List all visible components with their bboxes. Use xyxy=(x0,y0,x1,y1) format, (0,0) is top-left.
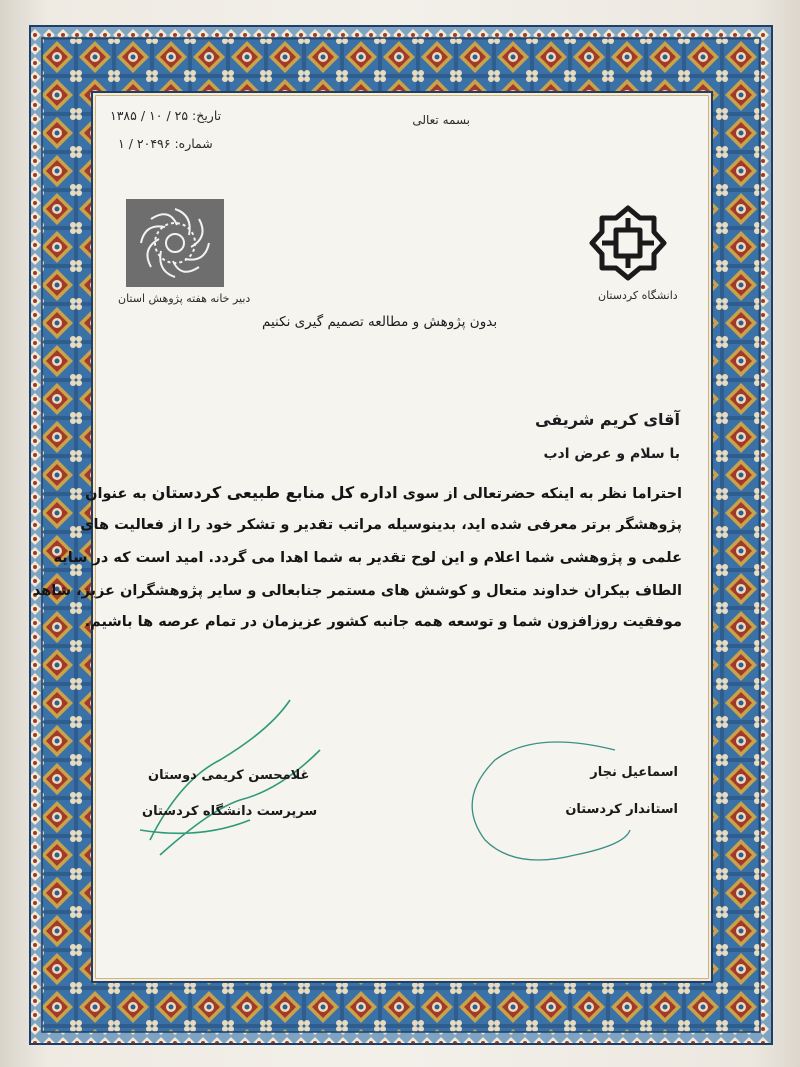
left-logo-caption: دبیر خانه هفته پژوهش استان xyxy=(118,292,251,305)
body-line-2: پژوهشگر برتر معرفی شده اید، بدینوسیله مراتب تقدیر و تشکر خود را از فعالیت های xyxy=(80,517,682,533)
right-signature-icon xyxy=(455,720,675,870)
motto-text: بدون پژوهش و مطالعه تصمیم گیری نکنیم xyxy=(262,314,498,330)
invocation-text: بسمه تعالی xyxy=(412,113,470,127)
body-line-4: الطاف بیکران خداوند متعال و کوشش های مستمر جنابعالی و سایر پژوهشگران عزیز، شاهد xyxy=(32,583,682,599)
organization-name: اداره کل منابع طبیعی کردستان xyxy=(151,483,398,502)
number-line: شماره: ۲۰۴۹۶ / ۱ xyxy=(118,136,213,151)
left-signatory-title: سرپرست دانشگاه کردستان xyxy=(142,804,318,819)
right-signatory-title: استاندار کردستان xyxy=(565,802,678,817)
left-signatory-name: غلامحسن کریمی دوستان xyxy=(148,768,310,783)
spiral-emblem-icon xyxy=(126,199,224,287)
recipient-name: آقای کریم شریفی xyxy=(535,410,680,429)
right-logo-caption: دانشگاه کردستان xyxy=(598,289,678,302)
body-line-1 xyxy=(85,483,682,502)
greeting-text: با سلام و عرض ادب xyxy=(543,446,680,462)
body-line-1-post: به عنوان xyxy=(85,486,147,502)
body-line-5: موفقیت روزافزون شما و توسعه همه جانبه کشور عزیزمان در تمام عرصه ها باشیم. xyxy=(84,614,682,630)
body-line-3: علمی و پژوهشی شما اعلام و این لوح تقدیر به شما اهدا می گردد. امید است که در سایه xyxy=(53,550,682,566)
university-emblem-icon xyxy=(588,204,668,282)
date-line: تاریخ: ۲۵ / ۱۰ / ۱۳۸۵ xyxy=(110,108,222,123)
right-signatory-name: اسماعیل نجار xyxy=(590,765,678,780)
body-line-1-pre: احتراما نظر به اینکه حضرتعالی از سوی xyxy=(402,486,682,502)
